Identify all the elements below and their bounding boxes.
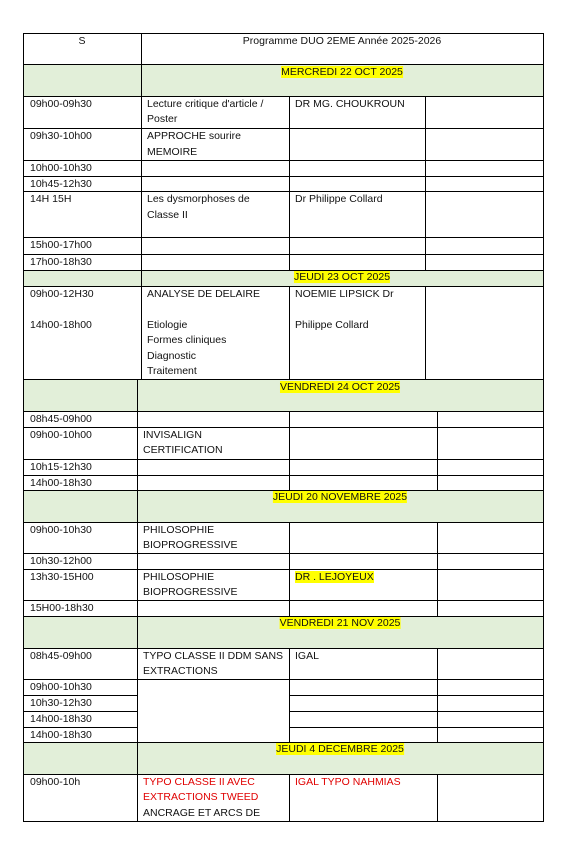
day-header-left <box>23 379 138 412</box>
time-slot-label: 10h45-12h30 <box>30 178 92 190</box>
speaker-name-highlight: DR . LEJOYEUX <box>295 571 374 583</box>
day1-row-speaker-cell <box>289 176 426 192</box>
session-title: Poster <box>147 113 178 125</box>
day5-row-speaker-cell <box>289 727 438 743</box>
time-slot-label: 09h00-10h30 <box>30 524 92 536</box>
session-topic: Traitement <box>147 365 197 377</box>
time-slot-label: 08h45-09h00 <box>30 413 92 425</box>
day1-row-extra-cell <box>425 176 544 192</box>
day5-row-extra-cell <box>437 711 544 728</box>
day-header-left <box>23 616 138 649</box>
day1-row-speaker-cell <box>289 254 426 271</box>
time-slot-label: 09h00-12H30 <box>30 288 94 300</box>
session-title: TYPO CLASSE II DDM SANS <box>143 650 284 662</box>
time-slot-label: 17h00-18h30 <box>30 256 92 268</box>
day3-row-extra-cell <box>437 459 544 476</box>
time-slot-label: 14h00-18h00 <box>30 319 92 331</box>
day-header-title-highlight: VENDREDI 24 OCT 2025 <box>279 381 401 393</box>
day-header-title <box>281 65 403 81</box>
session-title: CERTIFICATION <box>143 444 223 456</box>
session-title: MEMOIRE <box>147 146 198 158</box>
session-title: EXTRACTIONS TWEED <box>143 791 259 803</box>
header-title-text: Programme DUO 2EME Année 2025-2026 <box>242 35 442 47</box>
day3-row-session-cell <box>137 475 290 491</box>
day1-row-session-cell <box>141 254 290 271</box>
day-header-title-highlight: JEUDI 20 NOVEMBRE 2025 <box>272 491 408 503</box>
day4-row-extra-cell <box>437 553 544 570</box>
time-slot-label: 10h30-12h30 <box>30 697 92 709</box>
session-title: INVISALIGN <box>143 429 202 441</box>
day4-row-speaker-cell <box>289 522 438 554</box>
day-header-title-highlight: JEUDI 23 OCT 2025 <box>293 271 391 283</box>
day3-row-extra-cell <box>437 411 544 428</box>
day-header-title-highlight: MERCREDI 22 OCT 2025 <box>281 66 403 78</box>
day4-row-extra-cell <box>437 569 544 601</box>
session-title: TYPO CLASSE II AVEC <box>143 776 255 788</box>
session-topic: Etiologie <box>147 319 188 331</box>
day5-row-speaker-cell <box>289 711 438 728</box>
day1-row-session-cell <box>141 160 290 177</box>
time-slot-label: 09h00-10h00 <box>30 429 92 441</box>
day5-row-speaker-cell <box>289 695 438 712</box>
session-title: BIOPROGRESSIVE <box>143 539 238 551</box>
day1-row-extra-cell <box>425 237 544 255</box>
session-title: ANALYSE DE DELAIRE <box>147 288 261 300</box>
session-title: Classe II <box>147 209 188 221</box>
speaker-name: DR MG. CHOUKROUN <box>295 98 405 110</box>
time-slot-label: 15h00-17h00 <box>30 239 92 251</box>
day1-row-extra-cell <box>425 96 544 129</box>
session-topic: Diagnostic <box>147 350 197 362</box>
day5-row-extra-cell <box>437 727 544 743</box>
session-title: PHILOSOPHIE <box>143 524 215 536</box>
day-header-left <box>23 270 142 287</box>
time-slot-label: 14H 15H <box>30 193 72 205</box>
time-slot-label: 08h45-09h00 <box>30 650 92 662</box>
day5-row-extra-cell <box>437 695 544 712</box>
time-slot-label: 10h00-10h30 <box>30 162 92 174</box>
day4-row-session-cell <box>137 600 290 617</box>
time-slot-label: 13h30-15H00 <box>30 571 94 583</box>
day3-row-speaker-cell <box>289 475 438 491</box>
day4-row-session-cell <box>137 553 290 570</box>
day3-row-session-cell <box>137 411 290 428</box>
day1-row-speaker-cell <box>289 160 426 177</box>
day3-row-speaker-cell <box>289 411 438 428</box>
day-header-title <box>294 270 390 286</box>
day-header-title <box>273 490 407 506</box>
time-slot-label: 09h00-10h <box>30 776 81 788</box>
day3-row-extra-cell <box>437 475 544 491</box>
day-header-left <box>23 742 138 775</box>
day-header-left <box>23 490 138 523</box>
session-title: APPROCHE sourire <box>147 130 241 142</box>
speaker-name: IGAL TYPO NAHMIAS <box>295 776 401 788</box>
session-title: EXTRACTIONS <box>143 665 218 677</box>
speaker-name: Philippe Collard <box>295 319 369 331</box>
day-header-title <box>280 616 401 632</box>
day1-row-extra-cell <box>425 128 544 161</box>
time-slot-label: 10h30-12h00 <box>30 555 92 567</box>
day1-row-session-cell <box>141 176 290 192</box>
header-left-text: S <box>78 35 86 47</box>
session-title: ANCRAGE ET ARCS DE <box>143 807 261 819</box>
day-header-left <box>23 64 142 97</box>
day-header-title <box>280 380 400 396</box>
time-slot-label: 14h00-18h30 <box>30 713 92 725</box>
day1-row-speaker-cell <box>289 237 426 255</box>
day5-row-extra-cell <box>437 648 544 680</box>
day3-row-extra-cell <box>437 427 544 460</box>
time-slot-label: 10h15-12h30 <box>30 461 92 473</box>
day4-row-extra-cell <box>437 600 544 617</box>
day1-row-extra-cell <box>425 160 544 177</box>
time-slot-label: 09h00-10h30 <box>30 681 92 693</box>
day1-row-extra-cell <box>425 254 544 271</box>
day3-row-session-cell <box>137 459 290 476</box>
session-topic: Formes cliniques <box>147 334 227 346</box>
speaker-name: NOEMIE LIPSICK Dr <box>295 288 394 300</box>
time-slot-label: 09h30-10h00 <box>30 130 92 142</box>
session-title: BIOPROGRESSIVE <box>143 586 238 598</box>
day5-row-speaker-cell <box>289 679 438 696</box>
session-title: Les dysmorphoses de <box>147 193 250 205</box>
day3-row-speaker-cell <box>289 427 438 460</box>
day1-row-session-cell <box>141 237 290 255</box>
time-slot-label: 09h00-09h30 <box>30 98 92 110</box>
day-header-title-highlight: VENDREDI 21 NOV 2025 <box>279 617 401 629</box>
day6-row-extra-cell <box>437 774 544 822</box>
day3-row-speaker-cell <box>289 459 438 476</box>
day4-row-speaker-cell <box>289 600 438 617</box>
day-header-title <box>276 742 404 758</box>
time-slot-label: 15H00-18h30 <box>30 602 94 614</box>
day4-row-speaker-cell <box>289 553 438 570</box>
day5-row-extra-cell <box>437 679 544 696</box>
day1-row-extra-cell <box>425 191 544 238</box>
day2-row-extra-cell <box>425 286 544 380</box>
day1-row-speaker-cell <box>289 128 426 161</box>
day5-merged-session-cell <box>137 679 290 743</box>
time-slot-label: 14h00-18h30 <box>30 729 92 741</box>
day-header-title-highlight: JEUDI 4 DECEMBRE 2025 <box>276 743 404 755</box>
day4-row-extra-cell <box>437 522 544 554</box>
speaker-name: IGAL <box>295 650 319 662</box>
speaker-name: Dr Philippe Collard <box>295 193 383 205</box>
speaker-name <box>295 570 374 586</box>
time-slot-label: 14h00-18h30 <box>30 477 92 489</box>
session-title: PHILOSOPHIE <box>143 571 215 583</box>
session-title: Lecture critique d'article / <box>147 98 264 110</box>
